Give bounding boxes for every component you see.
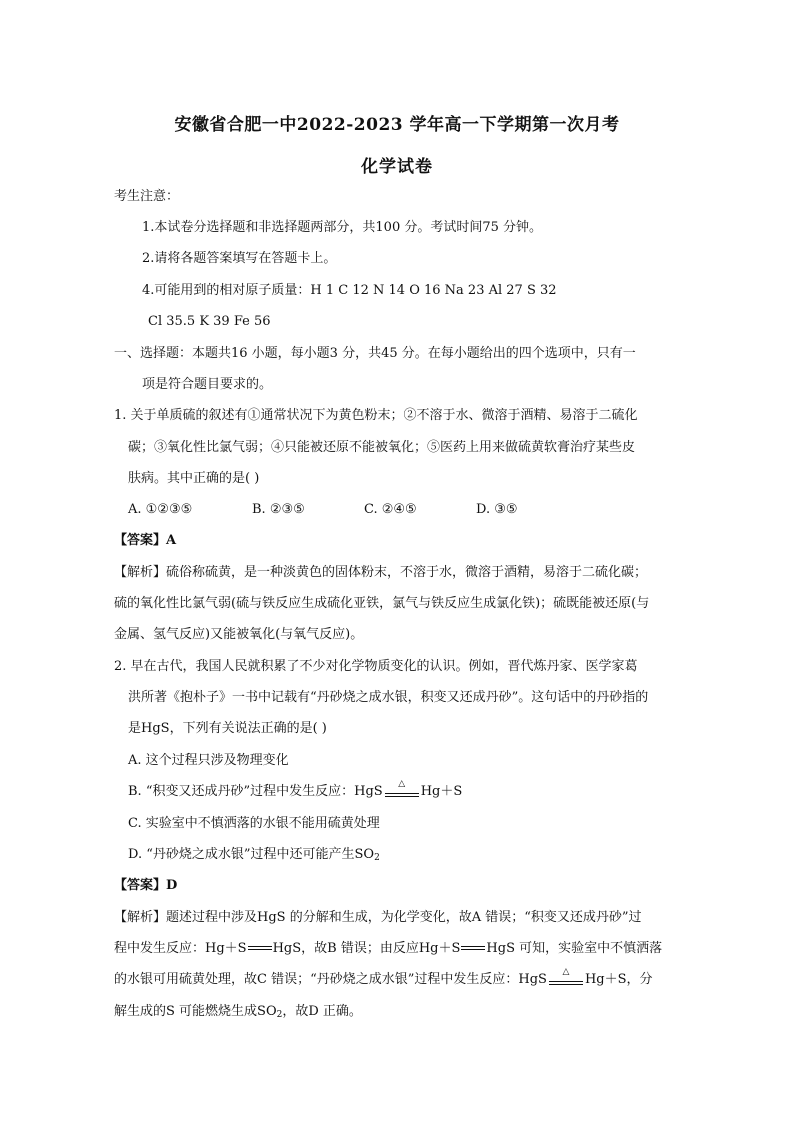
page-title: 安徽省合肥一中2022-2023 学年高一下学期第一次月考 [174, 115, 620, 135]
notice-item-4-cont: Cl 35.5 K 39 Fe 56 [148, 314, 271, 329]
section-heading-cont: 项是符合题目要求的。 [142, 377, 273, 392]
notice-item-1: 1.本试卷分选择题和非选择题两部分，共100 分。考试时间75 分钟。 [142, 220, 543, 235]
q1-explanation-3: 金属、氢气反应)又能被氧化(与氧气反应)。 [114, 627, 364, 642]
equals-sign-icon [248, 945, 272, 953]
q2-answer: 【答案】D [114, 878, 178, 893]
q2-explanation-2: 程中发生反应：Hg＋S HgS，故B 错误；由反应Hg＋S HgS 可知，实验室中不慎洒落 [114, 941, 663, 956]
q2-stem-line-2: 洪所著《抱朴子》一书中记载有“丹砂烧之成水银，积变又还成丹砂”。这句话中的丹砂指的 [128, 690, 649, 705]
q1-answer: 【答案】A [114, 533, 177, 548]
q2-explanation-3: 的水银可用硫黄处理，故C 错误；“丹砂烧之成水银”过程中发生反应：HgS △ Hg＋S，分 [114, 966, 653, 987]
q1-option-b: B. ②③⑤ [252, 502, 305, 517]
q2-stem-line-3: 是HgS，下列有关说法正确的是( ) [128, 721, 327, 736]
q1-stem-line-2: 碳；③氧化性比氯气弱；④只能被还原不能被氧化；⑤医药上用来做硫黄软膏治疗某些皮 [128, 440, 636, 455]
page-subtitle: 化学试卷 [361, 157, 433, 177]
notice-heading: 考生注意： [114, 189, 180, 204]
q2-option-d-text: D. “丹砂烧之成水银”过程中还可能产生SO [128, 847, 375, 862]
equals-sign-icon [461, 945, 485, 953]
q1-explanation-1: 【解析】硫俗称硫黄，是一种淡黄色的固体粉末，不溶于水，微溶于酒精，易溶于二硫化碳； [114, 565, 648, 580]
q2-option-a: A. 这个过程只涉及物理变化 [128, 753, 289, 768]
section-heading: 一、选择题：本题共16 小题，每小题3 分，共45 分。在每小题给出的四个选项中，只有一 [114, 346, 636, 361]
q1-option-a: A. ①②③⑤ [128, 502, 193, 517]
q2-explanation-4: 解生成的S 可能燃烧生成$SO_2$，故D 正确。 [114, 1004, 362, 1020]
q2-option-b-text: B. “积变又还成丹砂”过程中发生反应：HgS [128, 784, 383, 799]
q2-option-b-product: Hg＋S [420, 784, 463, 799]
notice-item-2: 2.请将各题答案填写在答题卡上。 [142, 251, 337, 266]
q2-option-d-subscript: 2 [374, 853, 380, 863]
q1-stem-line-3: 肤病。其中正确的是( ) [128, 471, 260, 486]
q1-option-c: C. ②④⑤ [364, 502, 417, 517]
heat-arrow-icon: △ [549, 973, 583, 987]
heat-arrow-icon: △ [385, 785, 419, 799]
q1-option-d: D. ③⑤ [476, 502, 518, 517]
q2-stem-line-1: 2. 早在古代，我国人民就积累了不少对化学物质变化的认识。例如，晋代炼丹家、医学家葛 [114, 659, 638, 674]
q2-explanation-1: 【解析】题述过程中涉及HgS 的分解和生成，为化学变化，故A 错误；“积变又还成丹砂”过 [114, 910, 642, 925]
notice-item-4: 4.可能用到的相对原子质量：H 1 C 12 N 14 O 16 Na 23 Al 27 S 32 [142, 283, 557, 298]
q2-option-b [128, 778, 463, 801]
q2-option-d [128, 846, 380, 867]
q2-option-c: C. 实验室中不慎洒落的水银不能用硫黄处理 [128, 816, 380, 831]
q1-explanation-2: 硫的氧化性比氯气弱(硫与铁反应生成硫化亚铁，氯气与铁反应生成氯化铁)；硫既能被还原(与 [114, 596, 650, 611]
q1-stem-line-1: 1. 关于单质硫的叙述有①通常状况下为黄色粉末；②不溶于水、微溶于酒精、易溶于二硫化 [114, 408, 638, 423]
